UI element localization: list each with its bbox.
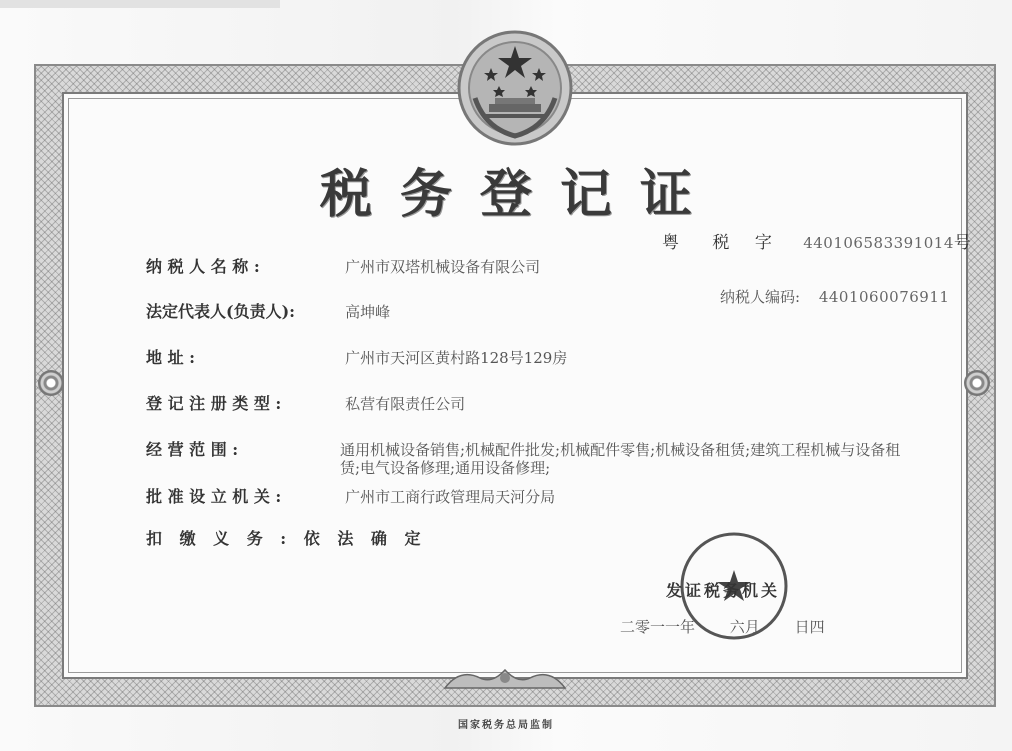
bottom-ornament [440,664,570,692]
tax-word-number [662,228,971,253]
side-rosette-left [38,370,64,396]
date-month: 六月 [729,618,760,636]
business-scope-value: 通用机械设备销售;机械配件批发;机械配件零售;机械设备租赁;建筑工程机械与设备租赁;电气设备修理;通用设备修理; [340,441,901,477]
field-registration-type [146,391,465,414]
number-suffix: 号 [953,233,971,253]
supervision-footer: 国家税务总局监制 [458,720,554,731]
field-address [146,345,567,368]
taxpayer-code-value: 4401060076911 [818,288,950,306]
field-value: 高坤峰 [345,303,391,321]
taxpayer-code [720,286,949,307]
side-rosette-right [964,370,990,396]
field-taxpayer-name [146,254,540,277]
province-char: 粤 [662,233,679,253]
field-label: 登 记 注 册 类 型 : [146,394,282,413]
word-char: 字 [754,233,772,253]
certificate-title: 税务登记证 [319,164,720,225]
field-label: 地 址 : [146,348,196,367]
date-day: 日四 [794,618,825,636]
field-legal-representative [146,299,390,322]
field-value: 广州市工商行政管理局天河分局 [345,488,556,506]
scan-edge [0,0,280,8]
field-label: 法定代表人(负责人): [146,302,296,321]
date-year: 二零一一年 [620,618,696,636]
issuing-authority: 发证税务机关 [666,581,781,600]
field-label: 纳 税 人 名 称 : [146,257,260,276]
withholding-duty: 扣 缴 义 务 : 依 法 确 定 [146,529,427,548]
national-emblem [455,28,575,148]
tax-char: 税 [712,233,730,253]
issue-date [620,616,855,637]
field-approving-authority [146,484,555,507]
field-value: 广州市双塔机械设备有限公司 [345,258,541,276]
field-business-scope [146,437,340,460]
tax-number: 440106583391014 [803,234,954,252]
taxpayer-code-label: 纳税人编码: [720,288,801,306]
field-value: 私营有限责任公司 [345,395,466,413]
field-value: 广州市天河区黄村路128号129房 [345,349,568,367]
field-label: 批 准 设 立 机 关 : [146,487,282,506]
field-label: 经 营 范 围 : [146,440,239,459]
